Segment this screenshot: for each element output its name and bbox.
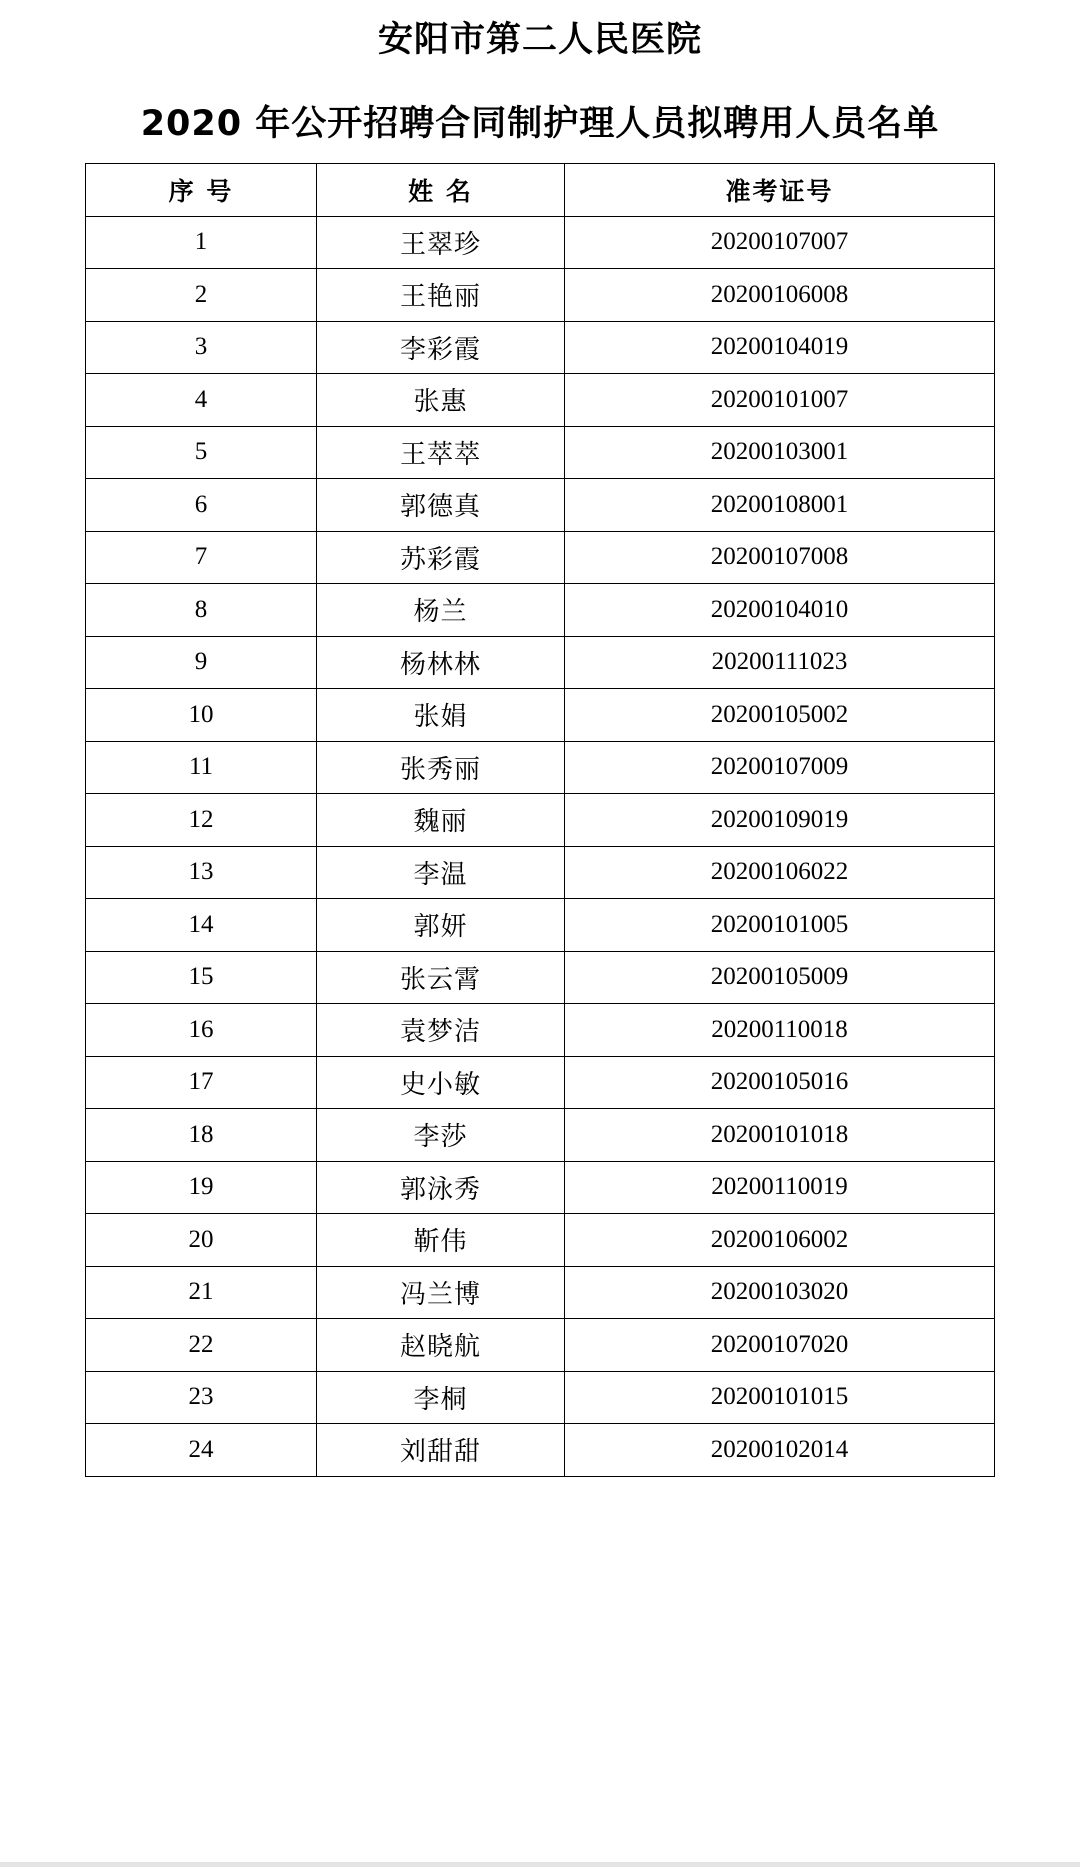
exam-id-cell: 20200101007: [565, 374, 995, 427]
table-row: [86, 1161, 995, 1214]
table-row: [86, 689, 995, 742]
table-row: [86, 269, 995, 322]
serial-number-cell: 21: [86, 1266, 317, 1319]
serial-number-cell: 3: [86, 321, 317, 374]
serial-number-cell: 19: [86, 1161, 317, 1214]
name-cell: 张秀丽: [317, 741, 565, 794]
serial-number-cell: 5: [86, 426, 317, 479]
header-row: [86, 164, 995, 217]
exam-id-cell: 20200106002: [565, 1214, 995, 1267]
table-row: [86, 846, 995, 899]
table-body: [86, 216, 995, 1476]
header-exam-id: 准考证号: [565, 164, 995, 217]
exam-id-cell: 20200106022: [565, 846, 995, 899]
serial-number-cell: 1: [86, 216, 317, 269]
hiring-roster-table: [85, 163, 995, 1477]
table-row: [86, 951, 995, 1004]
table-row: [86, 479, 995, 532]
table-row: [86, 426, 995, 479]
exam-id-cell: 20200107020: [565, 1319, 995, 1372]
name-cell: 魏丽: [317, 794, 565, 847]
name-cell: 刘甜甜: [317, 1424, 565, 1477]
exam-id-cell: 20200107008: [565, 531, 995, 584]
name-cell: 郭德真: [317, 479, 565, 532]
table-row: [86, 1371, 995, 1424]
table-header: [86, 164, 995, 217]
table-row: [86, 1056, 995, 1109]
serial-number-cell: 4: [86, 374, 317, 427]
exam-id-cell: 20200101018: [565, 1109, 995, 1162]
serial-number-cell: 10: [86, 689, 317, 742]
exam-id-cell: 20200107007: [565, 216, 995, 269]
table-row: [86, 636, 995, 689]
table-row: [86, 1004, 995, 1057]
serial-number-cell: 23: [86, 1371, 317, 1424]
table-row: [86, 1266, 995, 1319]
serial-number-cell: 12: [86, 794, 317, 847]
exam-id-cell: 20200101015: [565, 1371, 995, 1424]
exam-id-cell: 20200107009: [565, 741, 995, 794]
document-subtitle: 2020 年公开招聘合同制护理人员拟聘用人员名单: [140, 104, 940, 144]
exam-id-cell: 20200106008: [565, 269, 995, 322]
serial-number-cell: 24: [86, 1424, 317, 1477]
exam-id-cell: 20200111023: [565, 636, 995, 689]
name-cell: 史小敏: [317, 1056, 565, 1109]
name-cell: 郭泳秀: [317, 1161, 565, 1214]
name-cell: 李桐: [317, 1371, 565, 1424]
name-cell: 王萃萃: [317, 426, 565, 479]
exam-id-cell: 20200110018: [565, 1004, 995, 1057]
table-row: [86, 1424, 995, 1477]
name-cell: 冯兰博: [317, 1266, 565, 1319]
name-cell: 杨兰: [317, 584, 565, 637]
name-cell: 袁梦洁: [317, 1004, 565, 1057]
serial-number-cell: 8: [86, 584, 317, 637]
serial-number-cell: 11: [86, 741, 317, 794]
name-cell: 王翠珍: [317, 216, 565, 269]
serial-number-cell: 7: [86, 531, 317, 584]
serial-number-cell: 2: [86, 269, 317, 322]
name-cell: 李温: [317, 846, 565, 899]
name-cell: 李彩霞: [317, 321, 565, 374]
table-row: [86, 741, 995, 794]
serial-number-cell: 9: [86, 636, 317, 689]
name-cell: 靳伟: [317, 1214, 565, 1267]
exam-id-cell: 20200108001: [565, 479, 995, 532]
exam-id-cell: 20200104010: [565, 584, 995, 637]
name-cell: 苏彩霞: [317, 531, 565, 584]
document-title: 安阳市第二人民医院: [377, 20, 702, 60]
serial-number-cell: 20: [86, 1214, 317, 1267]
name-cell: 张惠: [317, 374, 565, 427]
table-row: [86, 1214, 995, 1267]
name-cell: 王艳丽: [317, 269, 565, 322]
exam-id-cell: 20200105009: [565, 951, 995, 1004]
exam-id-cell: 20200104019: [565, 321, 995, 374]
header-serial-number: 序 号: [86, 164, 317, 217]
table-row: [86, 584, 995, 637]
serial-number-cell: 17: [86, 1056, 317, 1109]
exam-id-cell: 20200109019: [565, 794, 995, 847]
name-cell: 赵晓航: [317, 1319, 565, 1372]
name-cell: 张娟: [317, 689, 565, 742]
exam-id-cell: 20200101005: [565, 899, 995, 952]
serial-number-cell: 15: [86, 951, 317, 1004]
exam-id-cell: 20200110019: [565, 1161, 995, 1214]
table-row: [86, 531, 995, 584]
table-row: [86, 899, 995, 952]
name-cell: 杨林林: [317, 636, 565, 689]
exam-id-cell: 20200105016: [565, 1056, 995, 1109]
name-cell: 郭妍: [317, 899, 565, 952]
table-row: [86, 1319, 995, 1372]
table-row: [86, 216, 995, 269]
serial-number-cell: 22: [86, 1319, 317, 1372]
exam-id-cell: 20200105002: [565, 689, 995, 742]
table-row: [86, 1109, 995, 1162]
serial-number-cell: 18: [86, 1109, 317, 1162]
serial-number-cell: 16: [86, 1004, 317, 1057]
table-row: [86, 794, 995, 847]
table-row: [86, 321, 995, 374]
header-name: 姓 名: [317, 164, 565, 217]
page-bottom-edge: [0, 1862, 1080, 1867]
exam-id-cell: 20200102014: [565, 1424, 995, 1477]
exam-id-cell: 20200103001: [565, 426, 995, 479]
serial-number-cell: 14: [86, 899, 317, 952]
serial-number-cell: 6: [86, 479, 317, 532]
table-row: [86, 374, 995, 427]
name-cell: 张云霄: [317, 951, 565, 1004]
serial-number-cell: 13: [86, 846, 317, 899]
name-cell: 李莎: [317, 1109, 565, 1162]
exam-id-cell: 20200103020: [565, 1266, 995, 1319]
